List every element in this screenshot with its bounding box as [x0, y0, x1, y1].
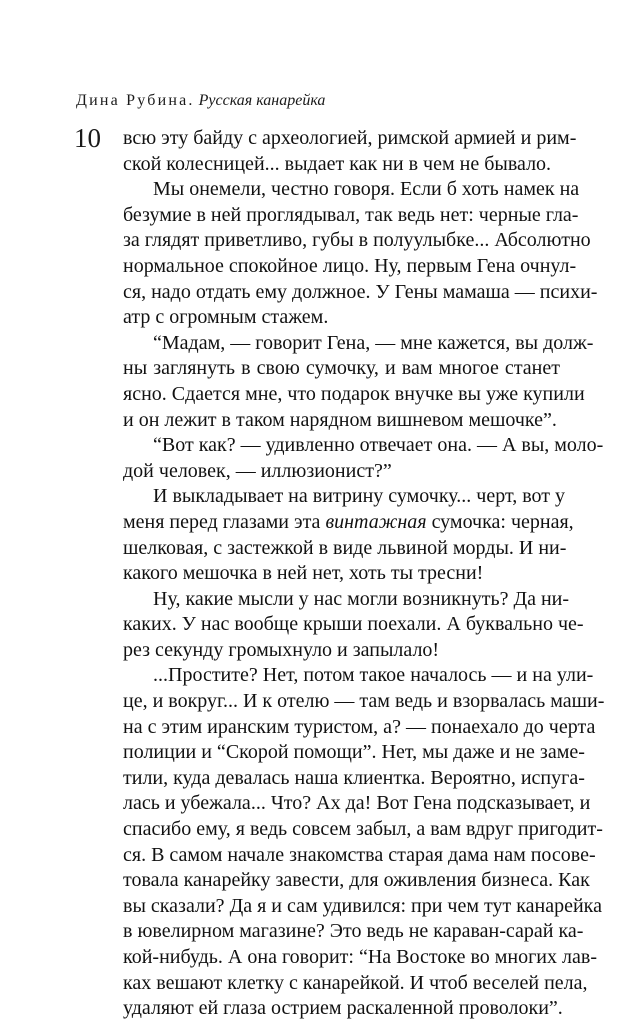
text-line: ках вешают клетку с канарейкой. И чтоб веселей пела, — [123, 971, 588, 994]
text-line: тили, куда девалась наша клиентка. Вероятно, испуга- — [123, 766, 585, 789]
running-header — [76, 92, 325, 110]
text-line: ясно. Сдается мне, что подарок внучке вы уже купили — [123, 382, 585, 405]
text-line: шелковая, с застежкой в виде львиной морды. И ни- — [123, 536, 567, 559]
text-line: И выкладывает на витрину сумочку... черт, вот у — [153, 485, 565, 508]
text-line: лась и убежала... Что? Ах да! Вот Гена подсказывает, и — [123, 792, 591, 815]
text-line: Мы онемели, честно говоря. Если б хоть намек на — [153, 178, 580, 201]
text-line: в ювелирном магазине? Это ведь не караван-сарай ка- — [123, 920, 584, 943]
italic-word: винтажная — [325, 510, 427, 533]
text-line: всю эту байду с археологией, римской армией и рим- — [123, 127, 577, 149]
header-title: Русская канарейка — [198, 92, 326, 109]
text-line: и он лежит в таком нарядном вишневом мешочке”. — [123, 408, 557, 431]
text-line: це, и вокруг... И к отелю — там ведь и взорвалась маши- — [123, 690, 605, 713]
text-line: удаляют ей глаза острием раскаленной проволоки”. — [123, 997, 563, 1020]
text-line: “Вот как? — удивленно отвечает она. — А вы, моло- — [153, 434, 604, 457]
text-line: спасибо ему, я ведь совсем забыл, а вам вдруг пригодит- — [123, 818, 603, 841]
text-line: ны заглянуть в свою сумочку, и вам многое станет — [123, 357, 560, 380]
text-line: каких. У нас вообще крыши поехали. А буквально че- — [123, 613, 584, 636]
text-line: “Мадам, — говорит Гена, — мне кажется, вы долж- — [153, 331, 594, 354]
text-line: дой человек, — иллюзионист?” — [123, 459, 392, 482]
text-line: нормальное спокойное лицо. Ну, первым Гена очнул- — [123, 254, 577, 277]
text-line: рез секунду громыхнуло и запылало! — [123, 638, 440, 661]
text-line: вы сказали? Да я и сам удивился: при чем тут канарейка — [123, 894, 602, 917]
text-line: ской колесницей... выдает как ни в чем не бывало. — [123, 152, 552, 175]
text-line: безумие в ней проглядывал, так ведь нет: черные гла- — [123, 203, 579, 226]
header-author: Дина Рубина. — [76, 92, 195, 109]
text-line: за глядят приветливо, губы в полуулыбке... Абсолютно — [123, 229, 591, 252]
page-number: 10 — [74, 123, 101, 153]
text-line: какого мешочка в ней нет, хоть ты тресни! — [123, 562, 484, 585]
text-line — [123, 510, 574, 536]
text-line: ся, надо отдать ему должное. У Гены мамаша — психи- — [123, 280, 598, 303]
text-line: ся. В самом начале знакомства старая дама нам посове- — [123, 843, 596, 866]
text-line: кой-нибудь. А она говорит: “На Востоке во многих лав- — [123, 946, 597, 968]
text-line: атр с огромным стажем. — [123, 306, 329, 329]
text-line: полиции и “Скорой помощи”. Нет, мы даже и не заме- — [123, 741, 585, 764]
line-segment: сумочка: черная, — [426, 510, 574, 533]
line-segment: меня перед глазами эта — [123, 510, 326, 533]
body-text — [123, 126, 605, 1022]
text-line: на с этим иранским туристом, а? — понаехало до черта — [123, 715, 596, 738]
text-line: ...Простите? Нет, потом такое началось — и на ули- — [153, 664, 594, 687]
text-line: Ну, какие мысли у нас могли возникнуть? Да ни- — [153, 587, 570, 610]
text-line: товала канарейку завести, для оживления бизнеса. Как — [123, 869, 590, 892]
